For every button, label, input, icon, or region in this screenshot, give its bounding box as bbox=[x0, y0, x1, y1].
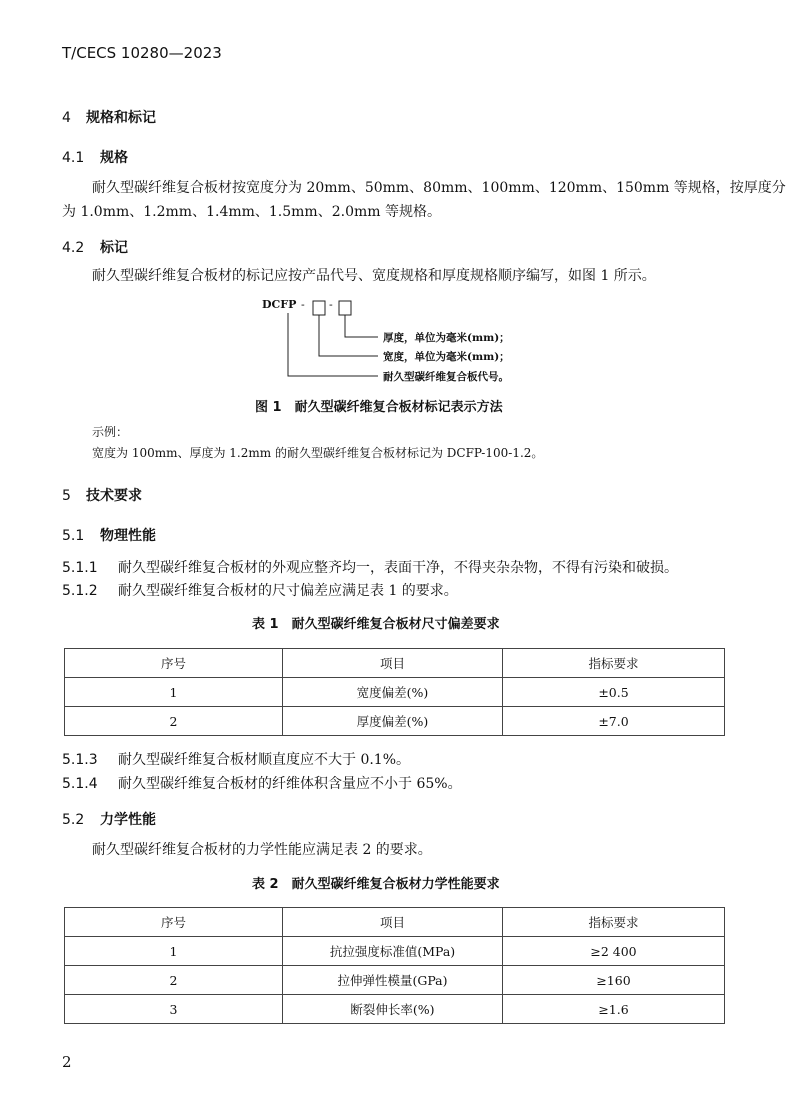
section-title: 规格 bbox=[100, 150, 128, 166]
table-cell: ≥1.6 bbox=[503, 995, 725, 1024]
figure-1-label-width: 宽度，单位为毫米(mm)； bbox=[383, 351, 510, 363]
thickness-leader-line bbox=[345, 315, 378, 337]
table-cell: ±7.0 bbox=[503, 707, 725, 736]
example-label: 示例： bbox=[92, 425, 129, 439]
table-cell: 2 bbox=[65, 966, 283, 995]
clause-number: 5.1.3 bbox=[62, 752, 98, 768]
page-number: 2 bbox=[62, 1053, 72, 1071]
figure-1-caption: 图 1 耐久型碳纤维复合板材标记表示方法 bbox=[255, 400, 503, 415]
section-number: 5.2 bbox=[62, 812, 85, 828]
table-1 bbox=[64, 648, 725, 736]
figure-1-separator: - bbox=[301, 298, 305, 311]
figure-1-code: DCFP bbox=[262, 298, 297, 311]
table-cell: 宽度偏差(%) bbox=[283, 678, 503, 707]
table-cell: 断裂伸长率(%) bbox=[283, 995, 503, 1024]
section-5-2-heading bbox=[62, 809, 156, 829]
table-cell: 厚度偏差(%) bbox=[283, 707, 503, 736]
clause-5-1-4 bbox=[62, 773, 462, 793]
table-cell: ±0.5 bbox=[503, 678, 725, 707]
figure-1-label-code: 耐久型碳纤维复合板代号。 bbox=[383, 371, 509, 383]
clause-text: 耐久型碳纤维复合板材的纤维体积含量应不小于 65%。 bbox=[118, 776, 462, 792]
section-number: 4 bbox=[62, 110, 71, 126]
table-row bbox=[65, 995, 725, 1024]
clause-text: 耐久型碳纤维复合板材的外观应整齐均一，表面干净，不得夹杂杂物，不得有污染和破损。 bbox=[118, 560, 678, 576]
section-title: 技术要求 bbox=[86, 488, 142, 504]
width-placeholder-box bbox=[313, 301, 325, 315]
section-title: 规格和标记 bbox=[86, 110, 156, 126]
example-text: 宽度为 100mm、厚度为 1.2mm 的耐久型碳纤维复合板材标记为 DCFP-100-1.2。 bbox=[92, 446, 544, 460]
clause-number: 5.1.4 bbox=[62, 776, 98, 792]
header-cell: 项目 bbox=[283, 649, 503, 678]
header-cell: 序号 bbox=[65, 908, 283, 937]
table-cell: 1 bbox=[65, 937, 283, 966]
section-number: 5.1 bbox=[62, 528, 85, 544]
table-cell: 3 bbox=[65, 995, 283, 1024]
table-header-row bbox=[65, 649, 725, 678]
paragraph-5-2: 耐久型碳纤维复合板材的力学性能应满足表 2 的要求。 bbox=[92, 842, 432, 858]
code-leader-line bbox=[288, 313, 378, 376]
table-cell: 2 bbox=[65, 707, 283, 736]
thickness-placeholder-box bbox=[339, 301, 351, 315]
paragraph-4-1-line2: 为 1.0mm、1.2mm、1.4mm、1.5mm、2.0mm 等规格。 bbox=[62, 204, 441, 220]
clause-5-1-1 bbox=[62, 557, 678, 577]
clause-text: 耐久型碳纤维复合板材的尺寸偏差应满足表 1 的要求。 bbox=[118, 583, 458, 599]
table-2-caption: 表 2 耐久型碳纤维复合板材力学性能要求 bbox=[252, 877, 500, 892]
header-cell: 项目 bbox=[283, 908, 503, 937]
clause-number: 5.1.1 bbox=[62, 560, 98, 576]
header-cell: 指标要求 bbox=[503, 649, 725, 678]
clause-5-1-3 bbox=[62, 749, 410, 769]
section-number: 4.1 bbox=[62, 150, 85, 166]
table-cell: 1 bbox=[65, 678, 283, 707]
section-5-heading bbox=[62, 485, 142, 505]
section-5-1-heading bbox=[62, 525, 156, 545]
table-header-row bbox=[65, 908, 725, 937]
section-title: 标记 bbox=[100, 240, 128, 256]
figure-1-label-thickness: 厚度，单位为毫米(mm)； bbox=[383, 332, 510, 344]
table-1-caption: 表 1 耐久型碳纤维复合板材尺寸偏差要求 bbox=[252, 617, 500, 632]
table-row bbox=[65, 707, 725, 736]
clause-number: 5.1.2 bbox=[62, 583, 98, 599]
width-leader-line bbox=[319, 315, 378, 356]
paragraph-4-1-line1: 耐久型碳纤维复合板材按宽度分为 20mm、50mm、80mm、100mm、120mm、150mm 等规格，按厚度分 bbox=[92, 180, 786, 196]
paragraph-4-2: 耐久型碳纤维复合板材的标记应按产品代号、宽度规格和厚度规格顺序编写，如图 1 所示。 bbox=[92, 268, 656, 284]
section-title: 物理性能 bbox=[100, 528, 156, 544]
clause-text: 耐久型碳纤维复合板材顺直度应不大于 0.1%。 bbox=[118, 752, 411, 768]
table-cell: 抗拉强度标准值(MPa) bbox=[283, 937, 503, 966]
table-2 bbox=[64, 907, 725, 1024]
document-id: T/CECS 10280—2023 bbox=[62, 44, 222, 62]
table-cell: 拉伸弹性模量(GPa) bbox=[283, 966, 503, 995]
clause-5-1-2 bbox=[62, 580, 458, 600]
table-row bbox=[65, 966, 725, 995]
header-cell: 指标要求 bbox=[503, 908, 725, 937]
table-cell: ≥160 bbox=[503, 966, 725, 995]
header-cell: 序号 bbox=[65, 649, 283, 678]
section-number: 5 bbox=[62, 488, 71, 504]
section-number: 4.2 bbox=[62, 240, 85, 256]
table-row bbox=[65, 937, 725, 966]
figure-1-separator: - bbox=[329, 298, 333, 311]
table-row bbox=[65, 678, 725, 707]
table-cell: ≥2 400 bbox=[503, 937, 725, 966]
section-title: 力学性能 bbox=[100, 812, 156, 828]
